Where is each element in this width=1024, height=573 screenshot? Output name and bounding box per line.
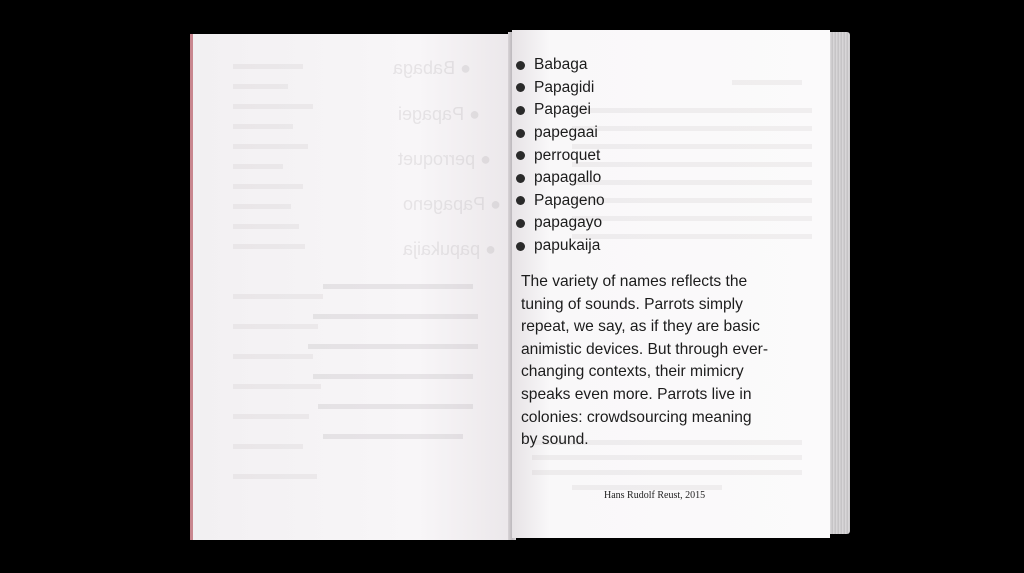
left-page [190,34,513,540]
bullet-icon [516,219,525,228]
list-item: Papagei [516,99,605,122]
bullet-icon [516,196,525,205]
paragraph-line: changing contexts, their mimicry [521,363,744,381]
paragraph-line: repeat, we say, as if they are basic [521,318,760,336]
paragraph-line: speaks even more. Parrots live in [521,385,752,403]
list-item: papukaija [516,235,605,258]
body-paragraph [521,271,811,452]
bleed-through-text: ● papukaija [403,239,496,259]
list-item: papagayo [516,212,605,235]
bullet-icon [516,106,525,115]
bullet-icon [516,129,525,138]
list-item: Papagidi [516,77,605,100]
list-item: papagallo [516,167,605,190]
bleed-through-text: ● Papagei [398,104,480,124]
list-item: Babaga [516,54,605,77]
page-edges [830,32,850,534]
bleed-through-text: ● perroquet [398,149,491,169]
paragraph-line: animistic devices. But through ever- [521,340,769,358]
paragraph-line: by sound. [521,431,589,449]
author-credit: Hans Rudolf Reust, 2015 [604,490,706,501]
paragraph-line: colonies: crowdsourcing meaning [521,408,752,426]
bleed-through-text: ● Babaga [393,58,471,78]
bullet-icon [516,61,525,70]
list-item: Papageno [516,190,605,213]
bullet-icon [516,242,525,251]
bullet-icon [516,151,525,160]
list-item: papegaai [516,122,605,145]
list-item: perroquet [516,144,605,167]
paragraph-line: tuning of sounds. Parrots simply [521,295,743,313]
bullet-icon [516,83,525,92]
bleed-through-text: ● Papageno [403,194,501,214]
open-book [190,28,852,542]
paragraph-line: The variety of names reflects the [521,273,748,290]
parrot-names-list [516,54,605,257]
bullet-icon [516,174,525,183]
